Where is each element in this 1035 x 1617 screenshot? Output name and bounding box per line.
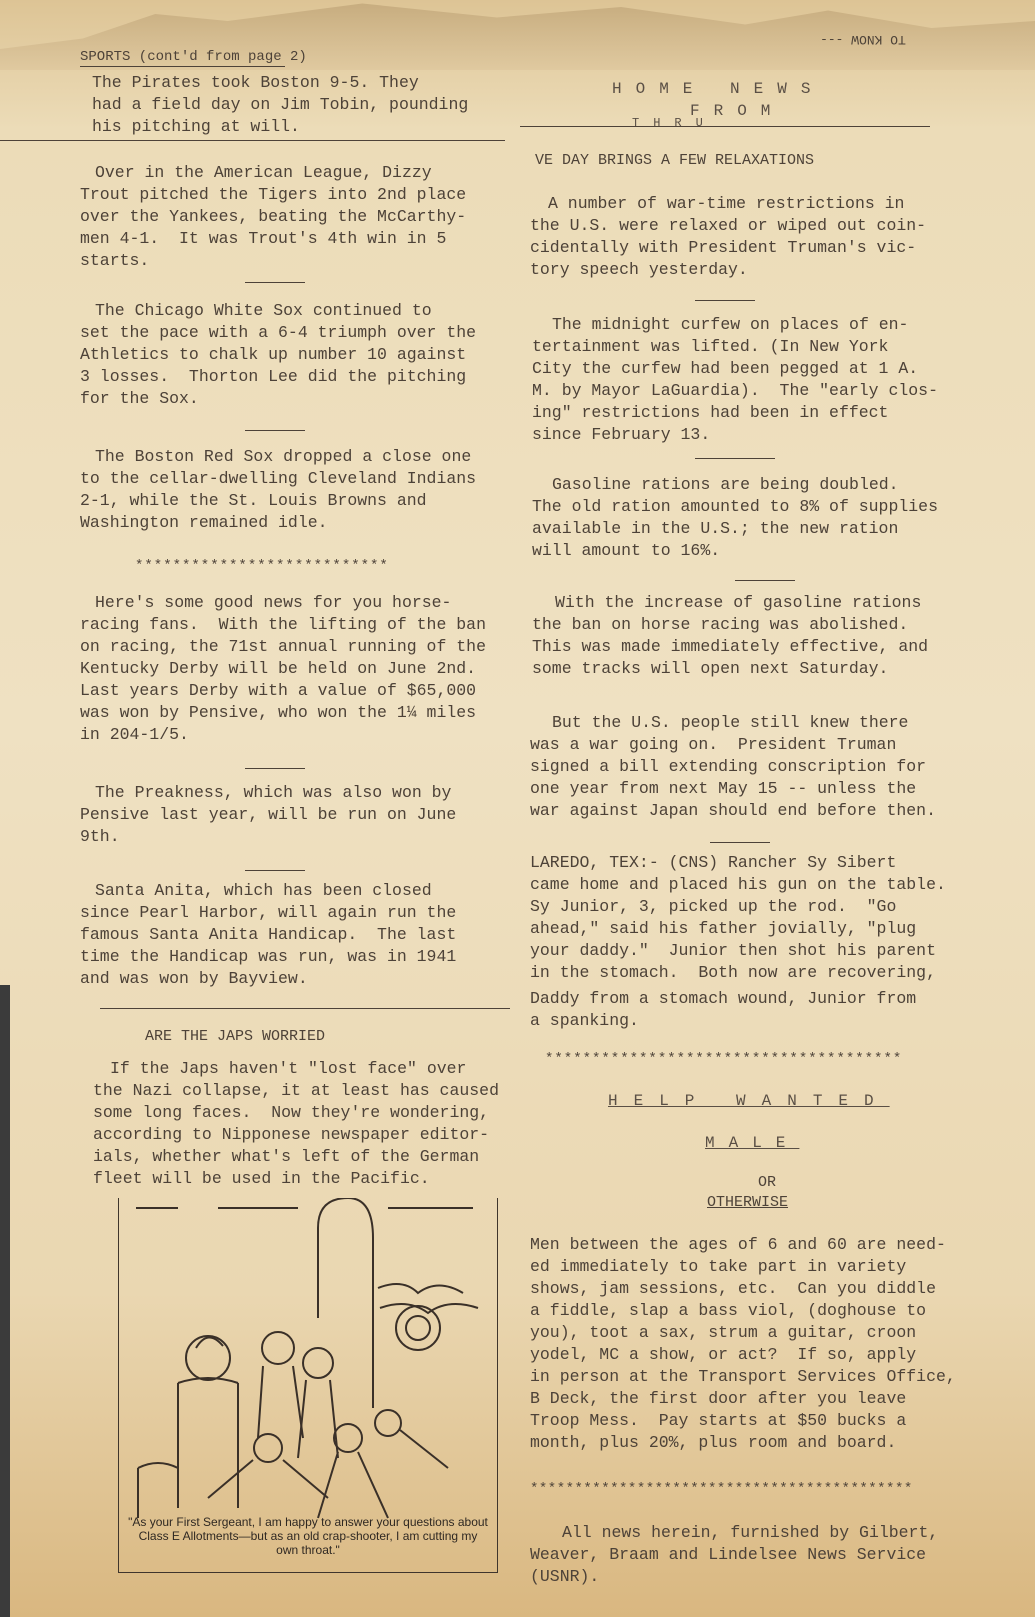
masthead-home-news: HOME NEWS — [612, 80, 825, 98]
ve-day-headline: VE DAY BRINGS A FEW RELAXATIONS — [535, 152, 815, 169]
divider — [520, 126, 930, 127]
help-wanted-otherwise: OTHERWISE — [707, 1194, 789, 1211]
divider — [735, 580, 795, 581]
sports-header: SPORTS (cont'd from page 2) — [80, 49, 307, 65]
divider — [245, 870, 305, 871]
japs-headline: ARE THE JAPS WORRIED — [145, 1028, 326, 1045]
help-wanted-or: OR — [758, 1174, 777, 1191]
divider — [710, 842, 770, 843]
divider — [245, 282, 305, 283]
divider — [100, 1008, 510, 1009]
divider — [0, 140, 505, 141]
star-separator: ******************************************* — [530, 1481, 913, 1497]
divider — [695, 458, 775, 459]
divider — [80, 66, 285, 67]
help-wanted-male: MALE — [705, 1134, 800, 1152]
masthead-thru: THRU — [632, 116, 717, 130]
help-wanted-headline: HELP WANTED — [608, 1092, 890, 1110]
star-separator: *************************** — [135, 558, 389, 574]
divider — [695, 300, 755, 301]
divider — [245, 768, 305, 769]
star-separator: ************************************** — [545, 1051, 903, 1067]
dark-margin — [0, 985, 10, 1617]
divider — [245, 430, 305, 431]
corner-note: TO KNOW --- — [820, 32, 906, 47]
masthead-from: FROM — [690, 102, 785, 120]
cartoon-caption: "As your First Sergeant, I am happy to answer your questions about Class E Allotments—but as an old crap-shooter, I am cutting my own throat." — [128, 1515, 488, 1557]
cartoon-illustration — [118, 1198, 496, 1528]
